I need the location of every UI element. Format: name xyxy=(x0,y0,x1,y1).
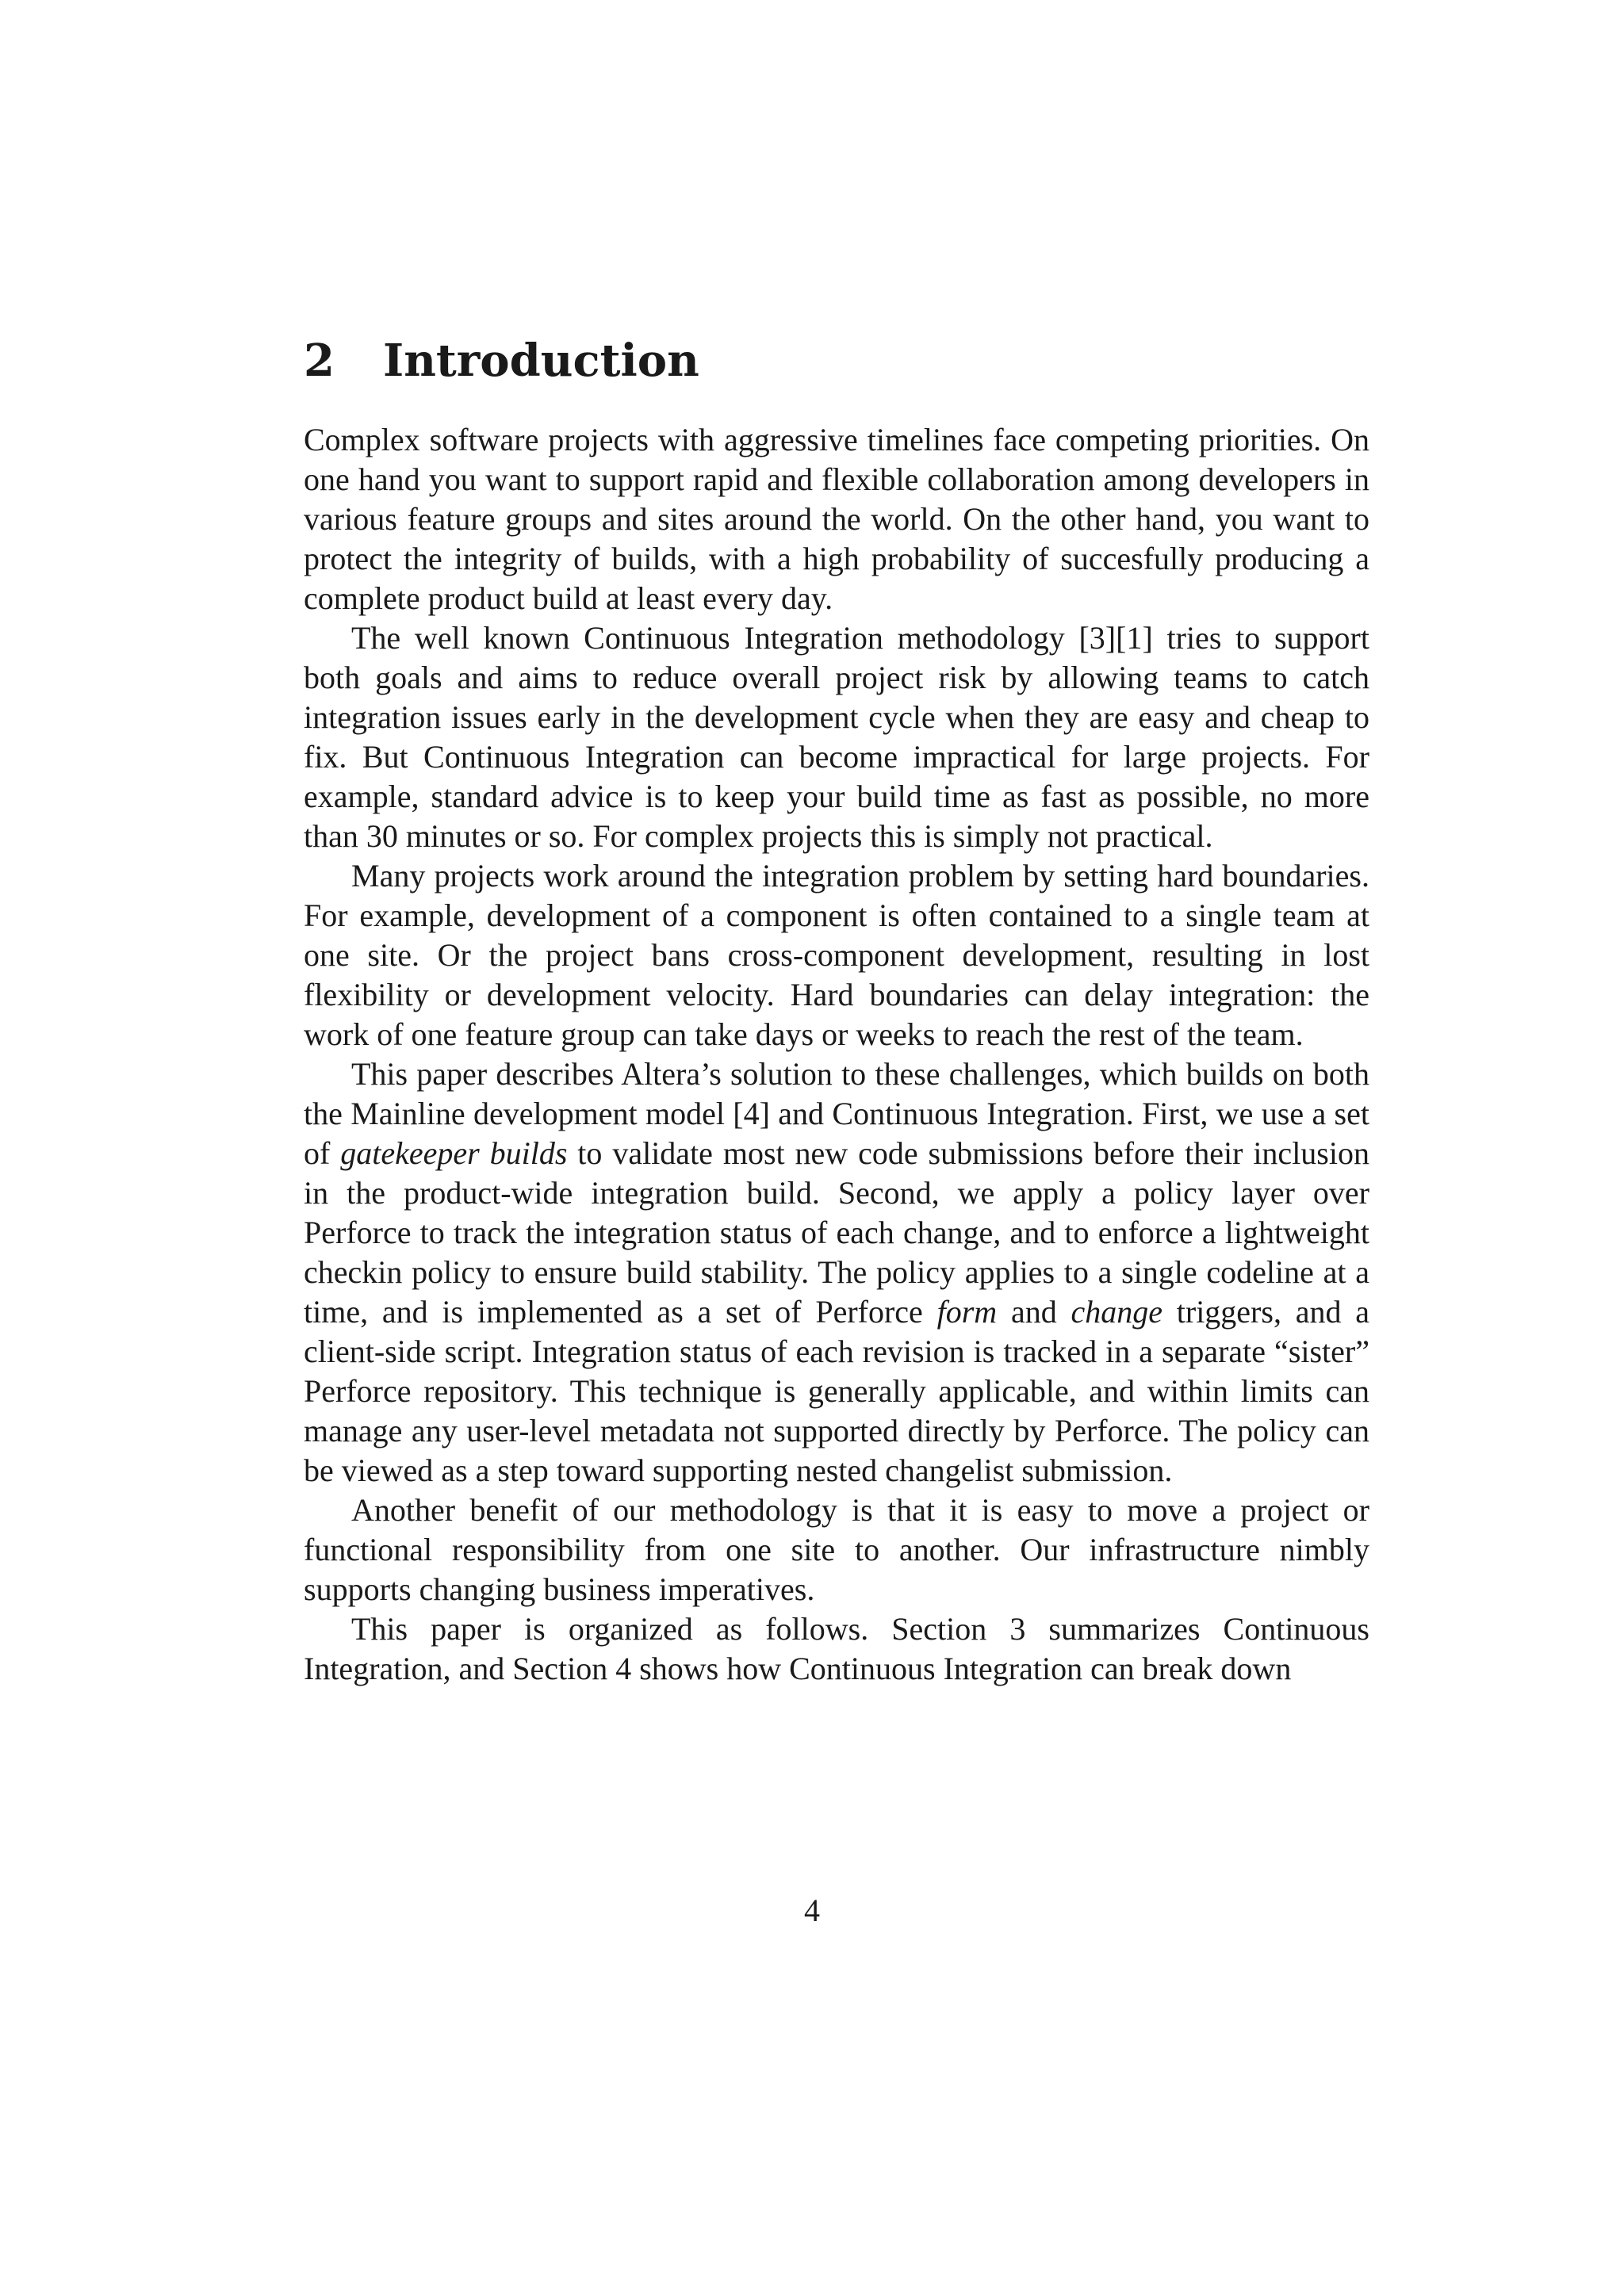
paragraph-text: This paper describes Altera’s solution to these challenges, which builds on both the Mainline development model [4] and Continuous Integration. First, we use a set of xyxy=(304,1056,1369,1171)
paragraph-text: to validate most new code submissions before their inclusion in the product-wide integration build. Second, we apply a policy layer over Perforce to track the integration status of each change, and to enforce a lightweight checkin policy to ensure build stability. The policy applies to a single codeline at a time, and is implemented as a set of Perforce xyxy=(304,1135,1369,1330)
paragraph-text: Complex software projects with aggressive timelines face competing priorities. On one hand you want to support rapid and flexible collaboration among developers in various feature groups and sites around the world. On the other hand, you want to protect the integrity of builds, with a high probability of succesfully producing a complete product build at least every day. xyxy=(304,422,1369,616)
paragraph-1 xyxy=(304,420,1369,618)
section-heading xyxy=(304,333,699,388)
paragraph-6 xyxy=(304,1609,1369,1689)
paragraph-text: The well known Continuous Integration methodology [3][1] tries to support both goals and aims to reduce overall project risk by allowing teams to catch integration issues early in the development cycle when they are easy and cheap to fix. But Continuous Integration can become impractical for large projects. For example, standard advice is to keep your build time as fast as possible, no more than 30 minutes or so. For complex projects this is simply not practical. xyxy=(304,620,1369,854)
paragraph-3 xyxy=(304,856,1369,1054)
paragraph-text: and xyxy=(997,1294,1071,1330)
paragraph-2 xyxy=(304,618,1369,856)
page-number: 4 xyxy=(804,1892,820,1928)
paragraph-text: This paper is organized as follows. Section 3 summarizes Continuous Integration, and Section 4 shows how Continuous Integration can break down xyxy=(304,1611,1369,1686)
term-change: change xyxy=(1071,1294,1162,1330)
paragraph-text: triggers, and a client-side script. Integration status of each revision is tracked in a separate “sister” Perforce repository. This technique is generally applicable, and within limits can manage any user-level metadata not supported directly by Perforce. The policy can be viewed as a step toward supporting nested changelist submission. xyxy=(304,1294,1369,1488)
paragraph-4 xyxy=(304,1054,1369,1490)
section-number: 2 xyxy=(304,335,335,387)
term-gatekeeper-builds: gatekeeper builds xyxy=(340,1135,568,1171)
body-text xyxy=(304,420,1369,1689)
paragraph-text: Another benefit of our methodology is that it is easy to move a project or functional responsibility from one site to another. Our infrastructure nimbly supports changing business imperatives. xyxy=(304,1492,1369,1607)
term-form: form xyxy=(936,1294,998,1330)
paragraph-5 xyxy=(304,1490,1369,1609)
paragraph-text: Many projects work around the integration problem by setting hard boundaries. For example, development of a component is often contained to a single team at one site. Or the project bans cross-component development, resulting in lost flexibility or development velocity. Hard boundaries can delay integration: the work of one feature group can take days or weeks to reach the rest of the team. xyxy=(304,858,1369,1052)
section-title: Introduction xyxy=(383,335,699,387)
